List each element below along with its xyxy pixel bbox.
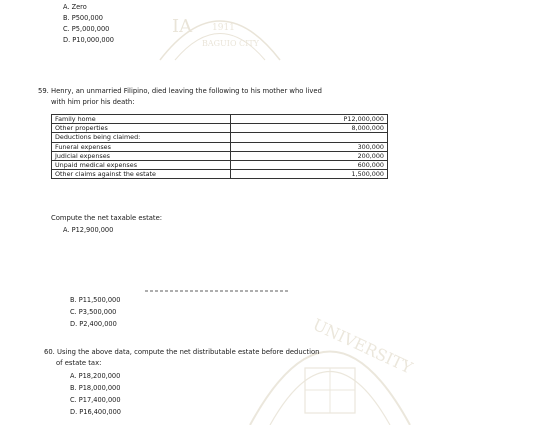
row-amount: 600,000 (231, 161, 388, 170)
q60-choice-b: B. P18,000,000 (70, 384, 121, 392)
row-amount: 8,000,000 (231, 124, 388, 133)
table-row (52, 170, 388, 179)
q58-choice-a: A. Zero (63, 3, 87, 11)
q60-choice-a: A. P18,200,000 (70, 372, 121, 380)
q60-stem-line1: 60. Using the above data, compute the net distributable estate before deduction (44, 348, 320, 356)
q59-choice-a: A. P12,900,000 (63, 226, 114, 234)
table-row (52, 161, 388, 170)
table-row (52, 142, 388, 151)
university-seal-watermark-bottom (245, 308, 415, 425)
watermark-city: BAGUIO CITY (202, 39, 259, 48)
row-amount: 1,500,000 (231, 170, 388, 179)
watermark-university: UNIVERSITY (309, 314, 415, 378)
row-label: Family home (52, 115, 231, 124)
table-row (52, 124, 388, 133)
row-label: Funeral expenses (52, 142, 231, 151)
watermark-letters: IA (172, 16, 193, 37)
q58-choice-b: B. P500,000 (63, 14, 103, 22)
row-amount (231, 133, 388, 142)
table-row (52, 151, 388, 160)
q58-choice-d: D. P10,000,000 (63, 36, 114, 44)
q59-stem-line2: with him prior his death: (51, 98, 135, 106)
row-label: Other claims against the estate (52, 170, 231, 179)
row-label: Unpaid medical expenses (52, 161, 231, 170)
row-label: Judicial expenses (52, 151, 231, 160)
row-amount: 300,000 (231, 142, 388, 151)
table-row (52, 115, 388, 124)
table-row (52, 133, 388, 142)
row-label: Deductions being claimed: (52, 133, 231, 142)
row-amount: 200,000 (231, 151, 388, 160)
q59-choice-d: D. P2,400,000 (70, 320, 117, 328)
estate-table (51, 114, 388, 179)
q60-choice-c: C. P17,400,000 (70, 396, 121, 404)
q60-stem-line2: of estate tax: (56, 359, 102, 367)
q59-choice-c: C. P3,500,000 (70, 308, 117, 316)
q59-choice-b: B. P11,500,000 (70, 296, 121, 304)
watermark-year: 1911 (212, 23, 235, 33)
row-label: Other properties (52, 124, 231, 133)
smudged-text-line (145, 290, 290, 292)
university-seal-watermark-top (150, 2, 290, 62)
q60-choice-d: D. P16,400,000 (70, 408, 121, 416)
q58-choice-c: C. P5,000,000 (63, 25, 110, 33)
q59-instruction: Compute the net taxable estate: (51, 214, 163, 222)
q59-stem-line1: 59. Henry, an unmarried Filipino, died leaving the following to his mother who lived (38, 87, 322, 95)
row-amount: P12,000,000 (231, 115, 388, 124)
